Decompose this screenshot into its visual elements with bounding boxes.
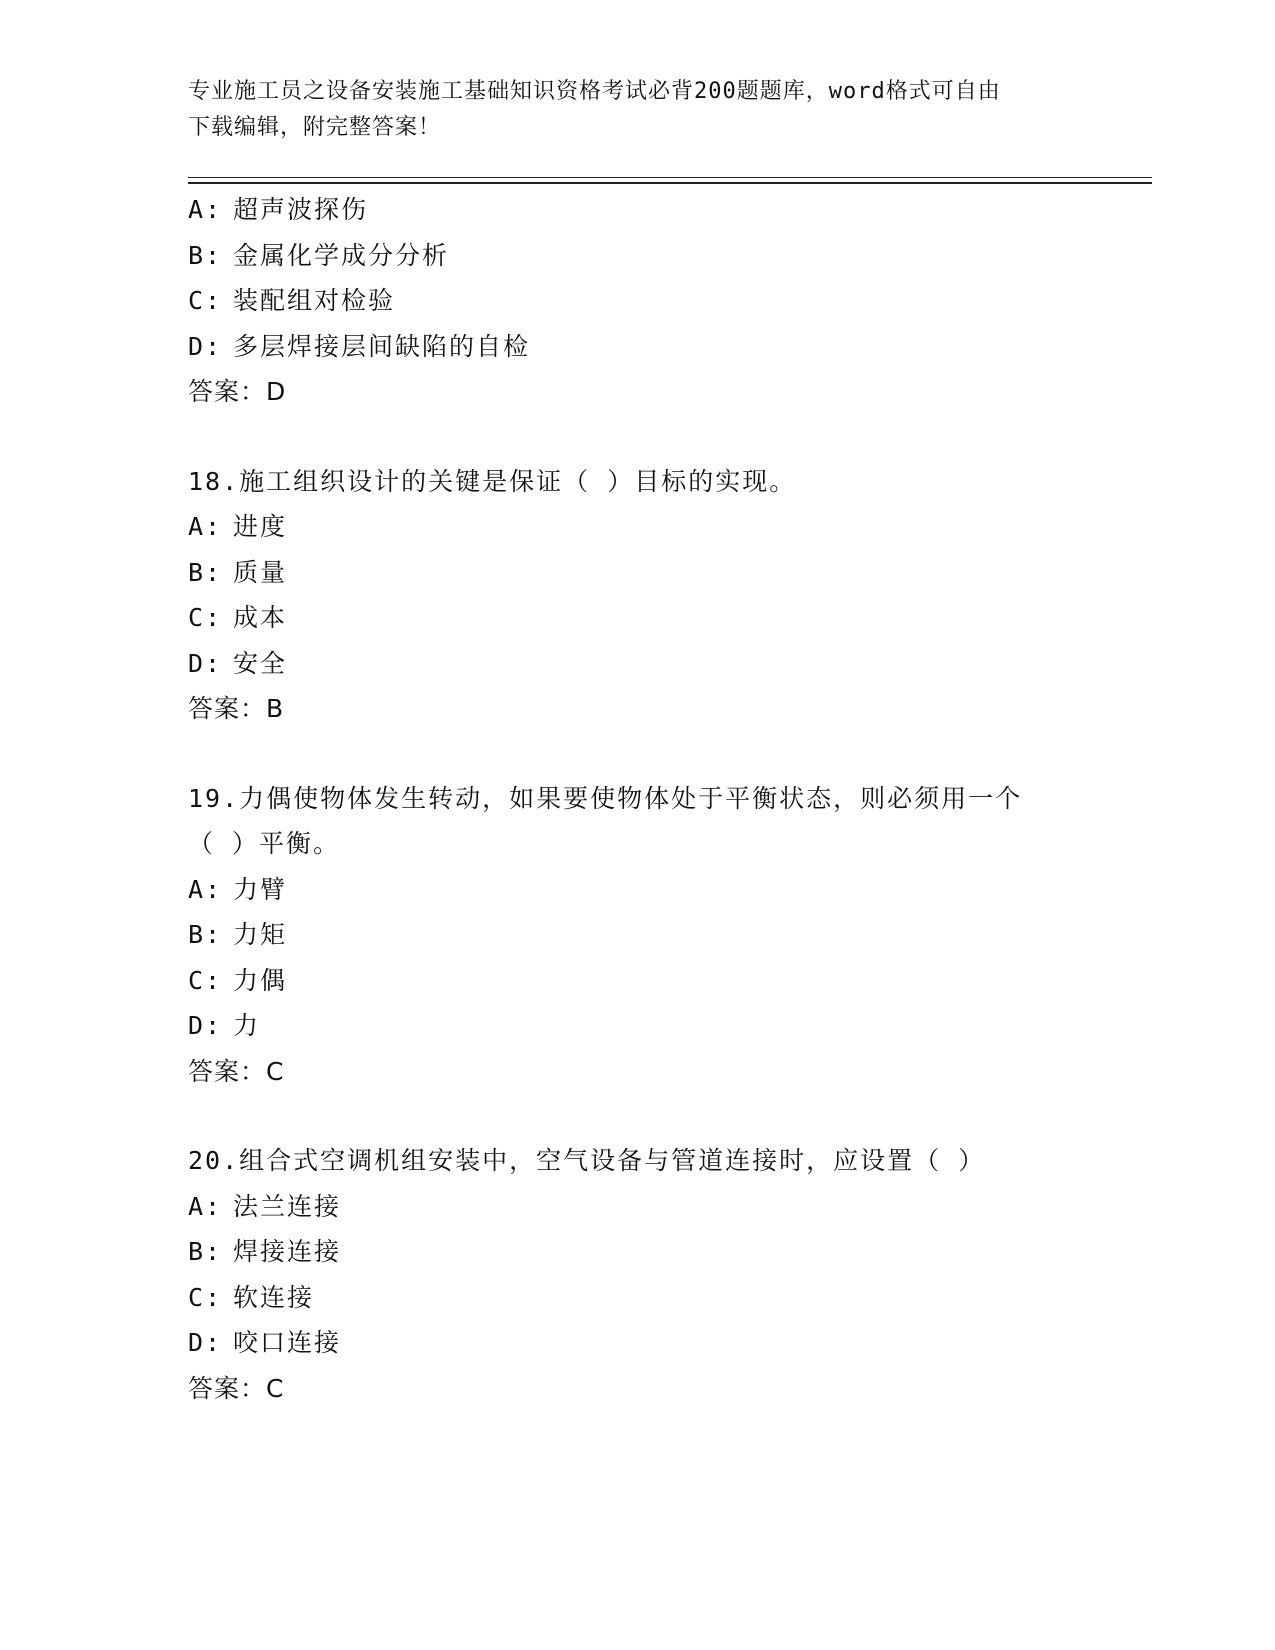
option-text: 金属化学成分分析 (233, 240, 450, 270)
question-list (188, 187, 1108, 1411)
option-text: 进度 (233, 512, 288, 541)
header-title-line-1: 专业施工员之设备安装施工基础知识资格考试必背200题题库，word格式可自由 (188, 79, 1001, 104)
question-stem-line-2: （ ）平衡。 (188, 829, 341, 858)
option-d (188, 1320, 1108, 1366)
answer-line: 答案：D (188, 377, 287, 406)
option-label: C: (188, 286, 223, 315)
question-stem: 20.组合式空调机组安装中，空气设备与管道连接时，应设置（ ） (188, 1146, 986, 1175)
option-label: A: (188, 512, 223, 541)
question-17 (188, 187, 1108, 415)
option-text: 多层焊接层间缺陷的自检 (233, 331, 531, 361)
question-spacer (188, 415, 1108, 459)
option-c (188, 1275, 1108, 1321)
answer-line: 答案：B (188, 694, 285, 723)
option-label: B: (188, 920, 223, 949)
option-text: 力臂 (233, 874, 288, 904)
option-d (188, 324, 1108, 370)
option-label: D: (188, 1328, 223, 1357)
header-title-line-2: 下载编辑，附完整答案！ (188, 115, 442, 140)
option-b (188, 550, 1108, 596)
option-text: 安全 (233, 648, 288, 678)
option-label: C: (188, 1282, 223, 1312)
option-text: 咬口连接 (233, 1328, 342, 1357)
answer-line: 答案：C (188, 1373, 285, 1403)
question-spacer (188, 1094, 1108, 1138)
option-b (188, 1229, 1108, 1275)
question-stem: 18.施工组织设计的关键是保证（ ）目标的实现。 (188, 466, 797, 496)
header-divider-thick (188, 182, 1152, 184)
option-label: A: (188, 195, 223, 224)
option-text: 装配组对检验 (233, 286, 396, 315)
option-label: C: (188, 965, 223, 995)
option-label: C: (188, 603, 223, 632)
option-label: D: (188, 331, 223, 361)
question-20 (188, 1138, 1108, 1411)
option-text: 质量 (233, 557, 288, 587)
option-label: D: (188, 1011, 223, 1040)
option-c (188, 958, 1108, 1004)
option-text: 超声波探伤 (233, 195, 369, 224)
header-divider-thin (188, 177, 1152, 178)
option-c (188, 278, 1108, 324)
option-text: 力 (233, 1011, 261, 1040)
option-d (188, 1003, 1108, 1049)
question-18 (188, 459, 1108, 732)
option-label: B: (188, 557, 223, 587)
option-label: A: (188, 1191, 223, 1221)
option-label: D: (188, 648, 223, 678)
option-label: B: (188, 1237, 223, 1266)
option-c (188, 595, 1108, 641)
question-stem-line-1: 19.力偶使物体发生转动，如果要使物体处于平衡状态，则必须用一个 (188, 783, 1023, 813)
option-d (188, 641, 1108, 687)
option-a (188, 1184, 1108, 1230)
option-text: 力偶 (233, 965, 288, 995)
question-19 (188, 776, 1108, 1095)
option-text: 力矩 (233, 920, 288, 949)
option-label: B: (188, 240, 223, 270)
option-text: 法兰连接 (233, 1191, 342, 1221)
option-a (188, 867, 1108, 913)
option-label: A: (188, 874, 223, 904)
option-text: 焊接连接 (233, 1237, 342, 1266)
option-b (188, 912, 1108, 958)
answer-line: 答案：C (188, 1056, 285, 1086)
option-a (188, 187, 1108, 233)
option-a (188, 504, 1108, 550)
option-text: 软连接 (233, 1282, 315, 1312)
option-b (188, 233, 1108, 279)
option-text: 成本 (233, 603, 288, 632)
document-header (188, 74, 1068, 146)
question-spacer (188, 732, 1108, 776)
